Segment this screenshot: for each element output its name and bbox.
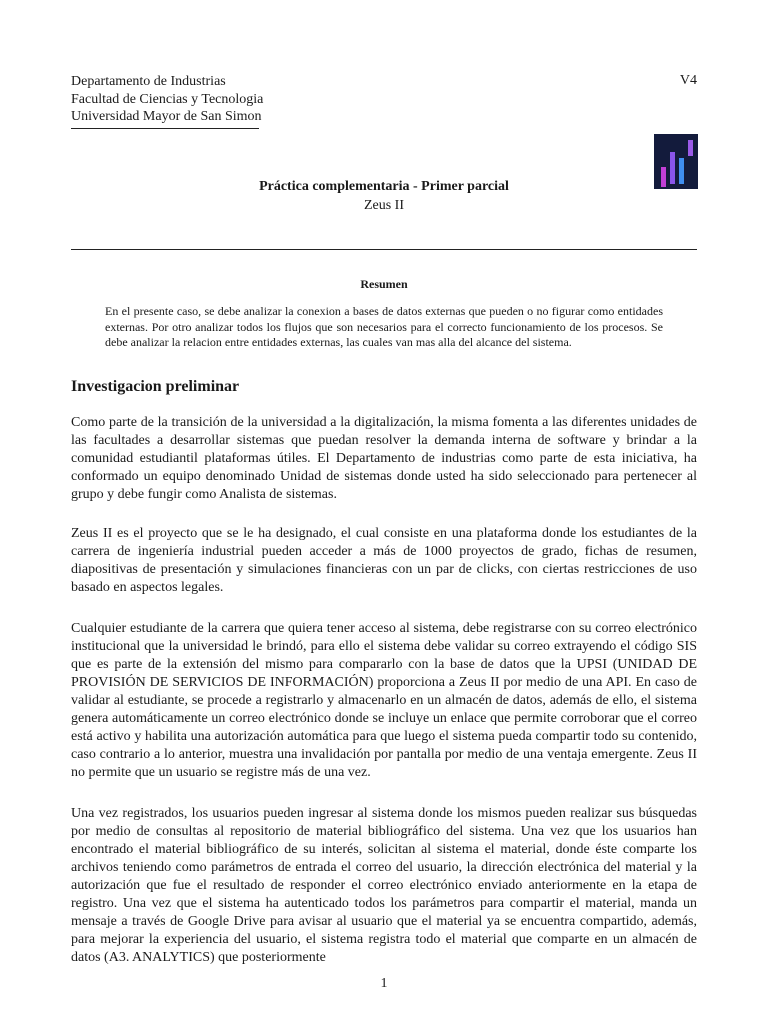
abstract-heading: Resumen — [360, 277, 408, 291]
header-underline — [71, 128, 259, 129]
department-name: Departamento de Industrias — [71, 74, 226, 89]
paragraph: Cualquier estudiante de la carrera que quiera tener acceso al sistema, debe registrarse con su correo electrónico institucional que la universidad le brindó, para ello el sistema debe validar su correo extrayendo el código SIS que es parte de la extensión del mismo para compararlo con la base de datos que la UPSI (UNIDAD DE PROVISIÓN DE SERVICIOS DE INFORMACIÓN) proporciona a Zeus II por medio de una API. En caso de validar al estudiante, se procede a registrarlo y almacenarlo en un almacén de datos, además de ello, el sistema genera automáticamente un correo electrónico donde se incluye un enlace que permite corroborar que el correo está activo y habilita una autorización automática para que luego el sistema pueda compartir todo su contenido, caso contrario a lo anterior, muestra una invalidación por pantalla por medio de una ventaja emergente. Zeus II no permite que un usuario se registre más de una vez. — [71, 621, 697, 780]
document-title: Práctica complementaria - Primer parcial — [259, 179, 509, 194]
abstract-text: En el presente caso, se debe analizar la conexion a bases de datos externas que pueden o no figurar como entidades externas. Por otro analizar todos los flujos que son necesarios para el correcto funcionamiento de los procesos. Se debe analizar la relacion entre entidades externas, las cuales van mas alla del alcance del sistema. — [105, 304, 663, 350]
paragraph: Una vez registrados, los usuarios pueden ingresar al sistema donde los mismos pueden realizar sus búsquedas por medio de consultas al repositorio de material bibliográfico del sistema. Una vez que los usuarios han encontrado el material bibliográfico de su interés, solicitan al sistema el material, donde éste comparte los archivos teniendo como parámetros de entrada el correo del usuario, la dirección electrónica del material y la autorización que fue el resultado de responder el correo electrónico enviado anteriormente en la etapa de registro. Una vez que el sistema ha autenticado todos los parámetros para compartir el material, manda un mensaje a través de Google Drive para avisar al usuario que el material ya se encuentra compartido, además, para mejorar la experiencia del usuario, el sistema registra todo el material que comparte en un almacén de datos (A3. ANALYTICS) que posteriormente — [71, 806, 697, 965]
version-label: V4 — [679, 73, 697, 88]
title-divider — [71, 249, 697, 250]
document-subtitle: Zeus II — [363, 198, 405, 213]
university-name: Universidad Mayor de San Simon — [71, 109, 262, 125]
section-title: Investigacion preliminar — [71, 378, 240, 395]
paragraph: Zeus II es el proyecto que se le ha designado, el cual consiste en una plataforma donde los estudiantes de la carrera de ingeniería industrial pueden acceder a más de 1000 proyectos de grado, fichas de resumen, diapositivas de presentación y simulaciones financieras con un par de clicks, con ciertas restricciones de uso basado en aspectos legales. — [71, 526, 697, 595]
institution-header — [71, 73, 263, 126]
paragraph: Como parte de la transición de la universidad a la digitalización, la misma fomenta a las diferentes unidades de las facultades a desarrollar sistemas que puedan resolver la demanda interna de software y brindar a la comunidad estudiantil plataformas útiles. El Departamento de industrias como parte de esta iniciativa, ha conformado un equipo denominado Unidad de sistemas donde usted ha sido seleccionado para pertenecer al grupo y debe fungir como Analista de sistemas. — [71, 415, 697, 502]
faculty-name: Facultad de Ciencias y Tecnologia — [71, 91, 264, 107]
page-number: 1 — [380, 976, 388, 991]
